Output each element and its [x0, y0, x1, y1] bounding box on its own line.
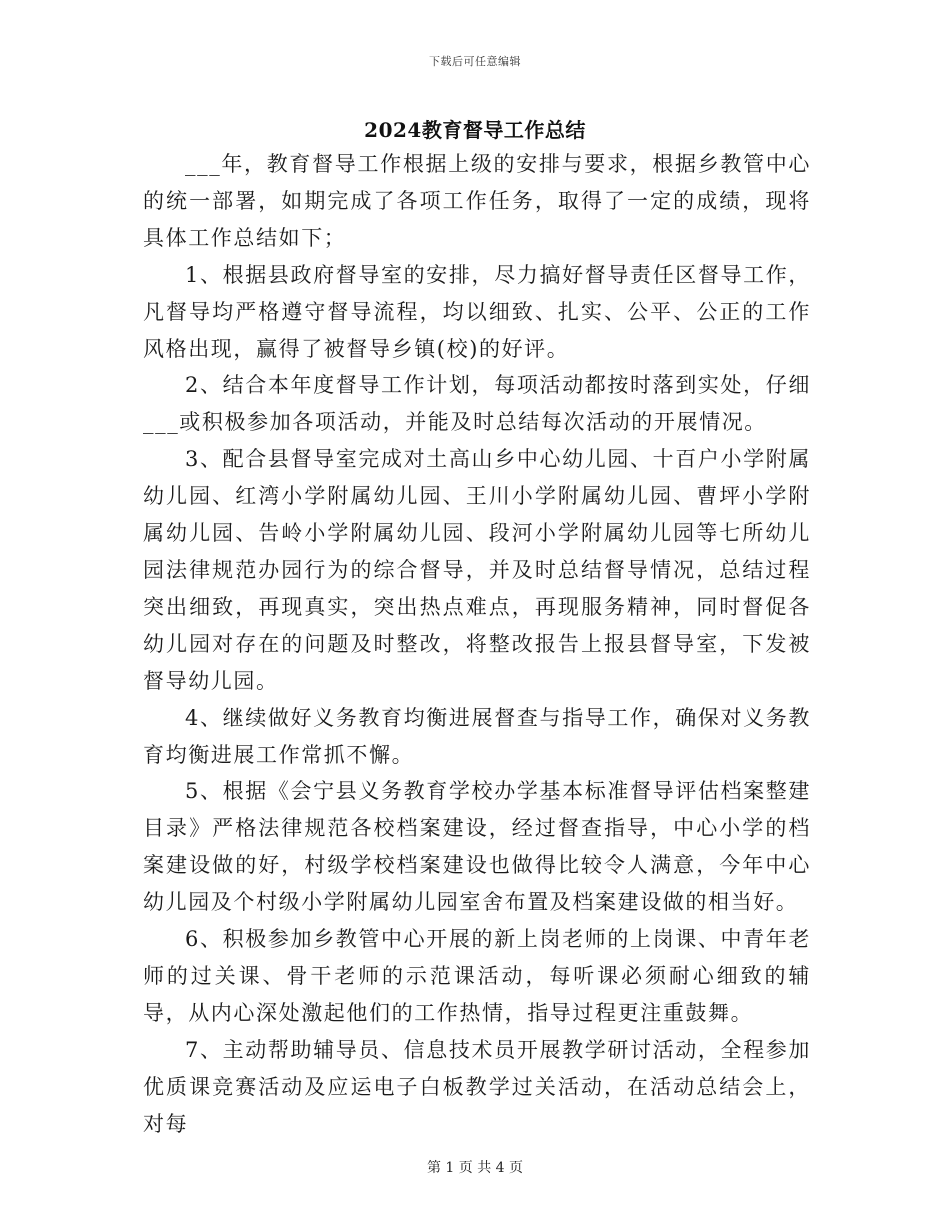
paragraph-intro: ___年，教育督导工作根据上级的安排与要求，根据乡教管中心的统一部署，如期完成了各项工作任务，取得了一定的成绩，现将具体工作总结如下；: [143, 152, 811, 250]
document-title: 2024教育督导工作总结: [364, 118, 586, 142]
paragraph-item-4: 4、继续做好义务教育均衡进展督查与指导工作，确保对义务教育均衡进展工作常抓不懈。: [143, 705, 811, 767]
document-body: [143, 146, 811, 1142]
paragraph-item-5: 5、根据《会宁县义务教育学校办学基本标准督导评估档案整建目录》严格法律规范各校档案建设，经过督查指导，中心小学的档案建设做的好，村级学校档案建设也做得比较令人满意，今年中心幼儿园及个村级小学附属幼儿园室舍布置及档案建设做的相当好。: [143, 779, 811, 915]
paragraph-item-2: 2、结合本年度督导工作计划，每项活动都按时落到实处，仔细___或积极参加各项活动，并能及时总结每次活动的开展情况。: [143, 373, 811, 435]
paragraph-item-6: 6、积极参加乡教管中心开展的新上岗老师的上岗课、中青年老师的过关课、骨干老师的示范课活动，每听课必须耐心细致的辅导，从内心深处激起他们的工作热情，指导过程更注重鼓舞。: [143, 927, 811, 1025]
paragraph-item-1: 1、根据县政府督导室的安排，尽力搞好督导责任区督导工作，凡督导均严格遵守督导流程，均以细致、扎实、公平、公正的工作风格出现，赢得了被督导乡镇(校)的好评。: [143, 262, 811, 361]
paragraph-item-3: 3、配合县督导室完成对土高山乡中心幼儿园、十百户小学附属幼儿园、红湾小学附属幼儿园、王川小学附属幼儿园、曹坪小学附属幼儿园、告岭小学附属幼儿园、段河小学附属幼儿园等七所幼儿园法律规范办园行为的综合督导，并及时总结督导情况，总结过程突出细致，再现真实，突出热点难点，再现服务精神，同时督促各幼儿园对存在的问题及时整改，将整改报告上报县督导室，下发被督导幼儿园。: [143, 447, 811, 693]
header-note: 下载后可任意编辑: [429, 55, 521, 68]
paragraph-item-7: 7、主动帮助辅导员、信息技术员开展教学研讨活动，全程参加优质课竞赛活动及应运电子白板教学过关活动，在活动总结会上，对每: [143, 1037, 811, 1136]
page-number: 第 1 页 共 4 页: [426, 1160, 524, 1176]
